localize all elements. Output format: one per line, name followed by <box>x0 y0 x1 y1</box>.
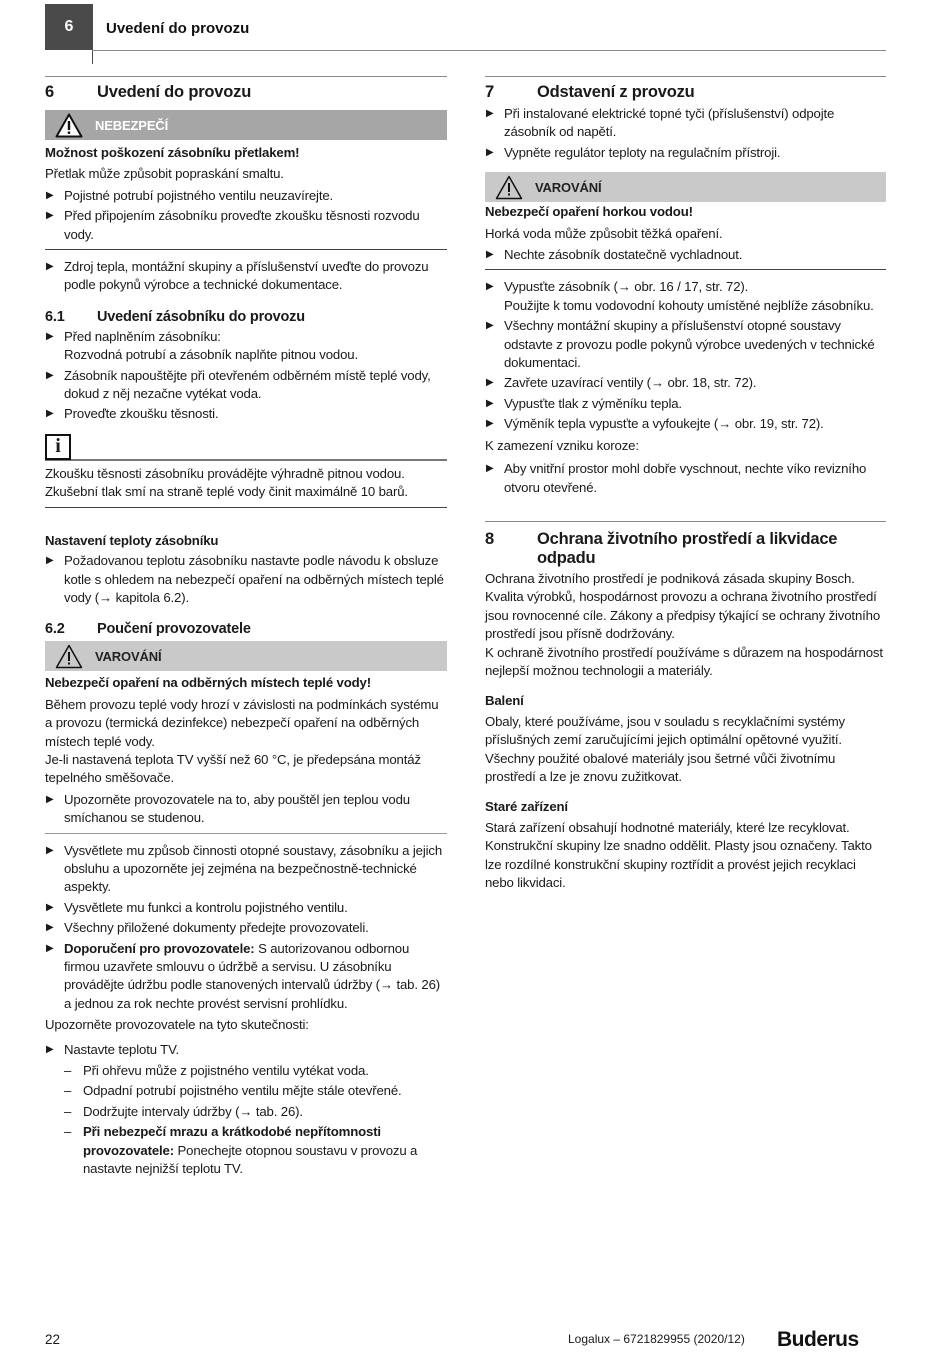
header-rule <box>92 50 886 51</box>
info-line: Zkoušku těsnosti zásobníku provádějte výhradně pitnou vodou. <box>45 465 405 481</box>
env-text: Ochrana životního prostředí je podniková zásada skupiny Bosch. <box>485 570 855 586</box>
section-number: 8 <box>485 529 494 548</box>
column-top-rule <box>485 76 886 77</box>
corrosion-list <box>485 460 886 497</box>
list-item-text: Před naplněním zásobníku: <box>64 328 221 344</box>
old-device-heading: Staré zařízení <box>485 799 568 815</box>
info-box <box>45 434 447 460</box>
warning-list <box>485 246 886 264</box>
danger-text: Přetlak může způsobit popraskání smaltu. <box>45 166 284 182</box>
warning-label: VAROVÁNÍ <box>535 179 602 195</box>
list-item <box>64 1123 447 1178</box>
list-item: ▶ Všechny přiložené dokumenty předejte provozovateli. <box>45 919 447 937</box>
list-item: ▶ Aby vnitřní prostor mohl dobře vyschnout, nechte víko revizního otvoru otevřené. <box>485 460 886 497</box>
section-rule <box>485 521 886 522</box>
temp-heading: Nastavení teploty zásobníku <box>45 532 219 548</box>
s7-list <box>485 105 886 162</box>
warning-list <box>45 791 447 828</box>
warning-text: Během provozu teplé vody hrozí v závislosti na podmínkách systému a provozu (termická dezinfekce) nebezpečí opaření na odběrných místech teplé vody. <box>45 696 439 749</box>
warning-heading: Nebezpečí opaření na odběrných místech teplé vody! <box>45 675 371 691</box>
warning-triangle-icon <box>55 644 83 669</box>
danger-list <box>45 187 447 244</box>
section-title: Odstavení z provozu <box>537 83 695 101</box>
instruct-list <box>45 842 447 1014</box>
list-item: ▶ Nechte zásobník dostatečně vychladnout. <box>485 246 886 264</box>
list-item: – Odpadní potrubí pojistného ventilu mějte stále otevřené. <box>64 1082 447 1100</box>
list-item: ▶ Upozorněte provozovatele na to, aby pouštěl jen teplou vodu smíchanou se studenou. <box>45 791 447 828</box>
divider <box>45 249 447 250</box>
list-item: ▶ Nastavte teplotu TV. <box>45 1041 447 1059</box>
list-item: ▶ Před připojením zásobníku proveďte zkoušku těsnosti rozvodu vody. <box>45 207 447 244</box>
recommend-label: Doporučení pro provozovatele: <box>64 940 255 956</box>
document-id: Logalux – 6721829955 (2020/12) <box>568 1332 745 1346</box>
notice-text: Upozorněte provozovatele na tyto skutečnosti: <box>45 1017 309 1033</box>
packaging-heading: Balení <box>485 693 524 709</box>
section-title: Uvedení zásobníku do provozu <box>97 308 305 325</box>
list-item: ▶ Vysvětlete mu funkci a kontrolu pojistného ventilu. <box>45 899 447 917</box>
list-item: ▶ Zdroj tepla, montážní skupiny a příslušenství uveďte do provozu podle pokynů výrobce a technické dokumentace. <box>45 258 447 295</box>
frost-label: Při nebezpečí mrazu a krátkodobé nepřítomnosti provozovatele: <box>83 1124 381 1158</box>
danger-bar <box>45 110 447 140</box>
warning-text: Je-li nastavená teplota TV vyšší než 60 °C, je předepsána montáž tepelného směšovače. <box>45 751 421 786</box>
section-7-heading <box>485 83 886 102</box>
danger-label: NEBEZPEČÍ <box>95 117 169 133</box>
section-title: Uvedení do provozu <box>97 83 252 101</box>
chapter-tab-line <box>92 50 93 64</box>
packaging-text: Všechny použité obalové materiály jsou šetrné vůči životnímu prostředí a lze je znovu zužitkovat. <box>485 750 836 784</box>
list-item: ▶ Pojistné potrubí pojistného ventilu neuzavírejte. <box>45 187 447 205</box>
list-item: ▶ Požadovanou teplotu zásobníku nastavte podle návodu k obsluze kotle s ohledem na nebezpečí opaření na odběrných místech teplé vody (→ kapitola 6.2). <box>45 552 447 607</box>
section-number: 6.1 <box>45 308 65 325</box>
dash-list <box>64 1062 447 1178</box>
list-item: ▶ Proveďte zkoušku těsnosti. <box>45 405 447 423</box>
info-icon: i <box>45 434 71 460</box>
warning-label: VAROVÁNÍ <box>95 648 162 664</box>
list-item: – Při ohřevu může z pojistného ventilu vytékat voda. <box>64 1062 447 1080</box>
right-column <box>485 76 886 895</box>
info-top-rule <box>45 460 447 461</box>
left-column <box>45 76 447 1181</box>
list-item-text: Rozvodná potrubí a zásobník naplňte pitnou vodou. <box>64 347 358 363</box>
warning-bar <box>45 641 447 671</box>
section-title: Ochrana životního prostředí a likvidace odpadu <box>537 529 838 567</box>
divider <box>485 269 886 270</box>
column-top-rule <box>45 76 447 77</box>
divider <box>45 507 447 508</box>
shutdown-list <box>485 278 886 433</box>
list-item: ▶ Vypusťte tlak z výměníku tepla. <box>485 395 886 413</box>
divider <box>45 833 447 834</box>
list-item: ▶ Při instalované elektrické topné tyči (příslušenství) odpojte zásobník od napětí. <box>485 105 886 142</box>
section-6-2-heading <box>45 621 447 637</box>
notice-list <box>45 1041 447 1059</box>
list-item: ▶ Výměník tepla vypusťte a vyfoukejte (→ obr. 19, str. 72). <box>485 415 886 433</box>
section-number: 7 <box>485 83 494 101</box>
header-title: Uvedení do provozu <box>106 20 250 37</box>
list-item-text: Použijte k tomu vodovodní kohouty umístěné nejblíže zásobníku. <box>504 297 874 313</box>
danger-heading: Možnost poškození zásobníku přetlakem! <box>45 145 300 160</box>
section-number: 6.2 <box>45 621 65 638</box>
list-item: ▶ Všechny montážní skupiny a příslušenství otopné soustavy odstavte z provozu podle pokynů výrobce uvedených v technické dokumentaci. <box>485 317 886 372</box>
page-number: 22 <box>45 1332 61 1347</box>
info-rule <box>71 459 447 460</box>
chapter-tab <box>45 4 93 50</box>
info-line: Zkušební tlak smí na straně teplé vody činit maximálně 10 barů. <box>45 484 408 500</box>
list-item: ▶ Zásobník napouštějte při otevřeném odběrném místě teplé vody, dokud z něj nezačne vytékat voda. <box>45 367 447 404</box>
chapter-number: 6 <box>64 18 74 35</box>
list-item <box>485 278 886 315</box>
warning-triangle-icon <box>495 175 523 200</box>
section-6-heading <box>45 83 447 102</box>
env-text: K ochraně životního prostředí používáme s důrazem na hospodárnost nejlepší možnou technologii a materiály. <box>485 644 883 678</box>
section-6-1-heading <box>45 309 447 325</box>
recommend-text: S autorizovanou odbornou firmou uzavřete smlouvu o údržbě a servisu. U zásobníku provádějte údržbu podle stanovených intervalů údržby (→ tab. 26) a jednou za rok nechte provést servisní prohlídku. <box>64 940 440 1011</box>
s61-list <box>45 328 447 424</box>
corrosion-intro: K zamezení vzniku koroze: <box>485 437 639 453</box>
list-item <box>45 328 447 365</box>
warning-triangle-icon <box>55 113 83 138</box>
list-item <box>45 940 447 1014</box>
temp-list <box>45 552 447 607</box>
list-item: – Dodržujte intervaly údržby (→ tab. 26). <box>64 1103 447 1121</box>
packaging-text: Obaly, které používáme, jsou v souladu s recyklačními systémy příslušných zemí zaručujícími jejich optimální opětovné využití. <box>485 713 845 748</box>
warning-bar <box>485 172 886 202</box>
section-title: Poučení provozovatele <box>97 621 251 638</box>
list-item: ▶ Vypněte regulátor teploty na regulačním přístroji. <box>485 144 886 162</box>
list-item: ▶ Zavřete uzavírací ventily (→ obr. 18, str. 72). <box>485 374 886 392</box>
startup-list <box>45 258 447 295</box>
list-item: ▶ Vysvětlete mu způsob činnosti otopné soustavy, zásobníku a jejich obsluhu a upozorněte jej zejména na bezpečnostně-technické aspekty. <box>45 842 447 897</box>
section-number: 6 <box>45 83 54 101</box>
section-8-heading <box>485 530 886 568</box>
list-item-text: Vypusťte zásobník (→ obr. 16 / 17, str. 72). <box>504 279 749 295</box>
buderus-logo: Buderus <box>777 1328 859 1351</box>
frost-text: Ponechejte otopnou soustavu v provozu a nastavte nejnižší teplotu TV. <box>83 1142 418 1177</box>
warning-heading: Nebezpečí opaření horkou vodou! <box>485 204 693 220</box>
old-device-text: Stará zařízení obsahují hodnotné materiály, které lze recyklovat. Konstrukční skupiny lze snadno oddělit. Plasty jsou označeny. Takto lze rozdílné konstrukční skupiny roztřídit a provést jejich recyklaci nebo likvidaci. <box>485 819 872 890</box>
env-text: Kvalita výrobků, hospodárnost provozu a ochrana životního prostředí jsou rovnocenné cíle. Zákony a předpisy týkající se ochrany životního prostředí jsou přísně dodržovány. <box>485 589 881 642</box>
warning-text: Horká voda může způsobit těžká opaření. <box>485 225 723 241</box>
